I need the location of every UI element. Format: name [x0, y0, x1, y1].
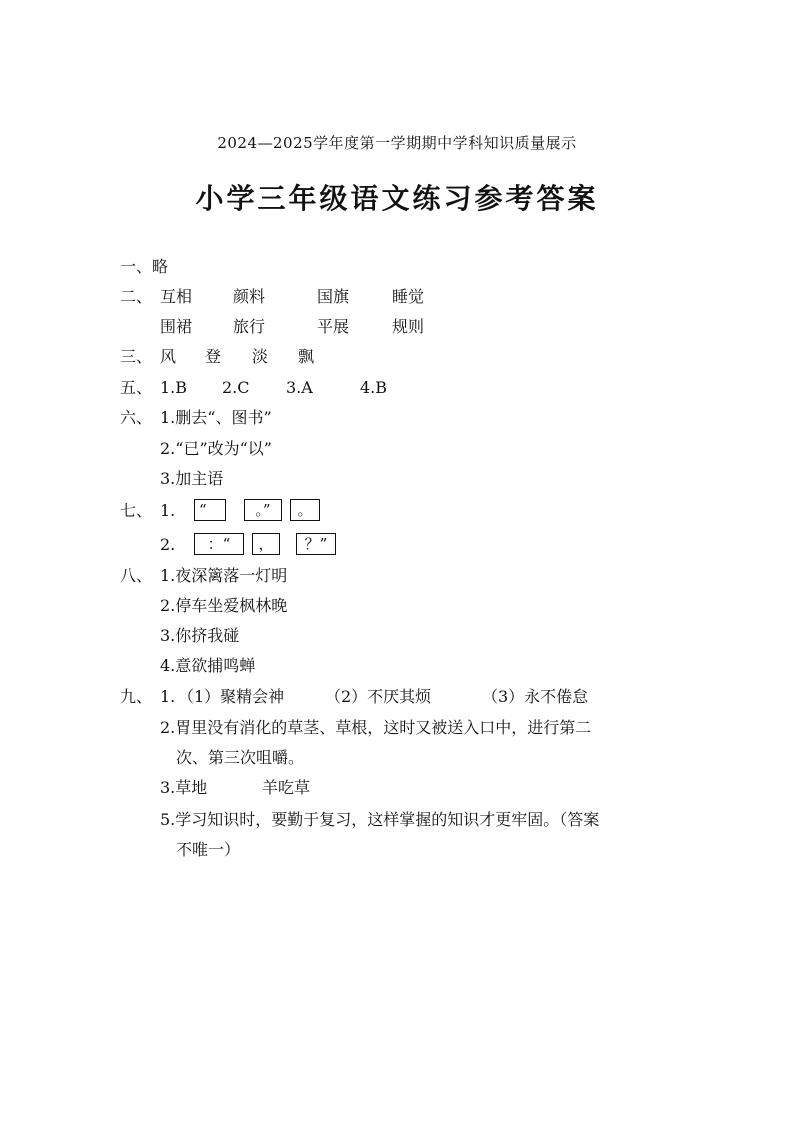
answer-item: 4.意欲捕鸣蝉	[160, 656, 256, 675]
answer-word: 互相	[160, 287, 193, 306]
answer-word: 平展	[317, 317, 350, 336]
answer-item: 2.停车坐爱枫林晚	[160, 596, 288, 615]
answer-item: 2.“已”改为“以”	[160, 439, 272, 458]
answer-word: 规则	[392, 317, 425, 336]
question-label: 九、	[120, 687, 153, 706]
answer-char: 淡	[252, 347, 269, 366]
answer-text: 略	[152, 257, 169, 276]
answer-char: 飘	[298, 347, 315, 366]
answer-choice: 3.A	[286, 378, 313, 397]
punctuation-box: 。	[290, 499, 320, 521]
answer-item: 1.夜深篱落一灯明	[160, 566, 288, 585]
answer-char: 登	[205, 347, 222, 366]
answer-paragraph-line: 5.学习知识时，要勤于复习，这样掌握的知识才更牢固。（答案	[160, 810, 600, 829]
item-number: 2.	[160, 535, 176, 554]
answer-item: 3.你挤我碰	[160, 626, 240, 645]
answer-word: 睡觉	[392, 287, 425, 306]
punctuation-box: ，	[252, 533, 280, 555]
punctuation-box: ？”	[296, 533, 336, 555]
question-label: 八、	[120, 566, 153, 585]
question-label: 六、	[120, 408, 153, 427]
answer-idiom: （2）不厌其烦	[325, 687, 432, 706]
answer-idiom: （3）永不倦怠	[482, 687, 589, 706]
punctuation-box: 。”	[244, 499, 282, 521]
answer-paragraph-line: 2.胃里没有消化的草茎、草根，这时又被送入口中，进行第二	[160, 718, 592, 737]
answer-item: 3.加主语	[160, 469, 224, 488]
answer-paragraph-line: 不唯一）	[176, 840, 241, 859]
question-label: 二、	[120, 287, 153, 306]
answer-item: 1.删去“、图书”	[160, 408, 272, 427]
item-number: 1.	[160, 501, 176, 520]
answer-q2-row1	[120, 287, 152, 307]
answer-char: 风	[160, 347, 177, 366]
answer-word: 围裙	[160, 317, 193, 336]
answer-choice: 1.B	[160, 378, 188, 397]
answer-idiom: （1）聚精会神	[178, 687, 285, 706]
answer-q1	[120, 257, 168, 277]
page-title: 小学三年级语文练习参考答案	[195, 182, 599, 215]
question-label: 五、	[120, 378, 153, 397]
answer-word: 旅行	[233, 317, 266, 336]
item-number: 1.	[160, 687, 176, 706]
exam-subtitle: 2024—2025学年度第一学期期中学科知识质量展示	[217, 134, 577, 152]
punctuation-box-row-1	[194, 499, 328, 521]
punctuation-box: ：“	[194, 533, 244, 555]
answer-item: 3.草地	[160, 778, 208, 797]
question-label: 三、	[120, 347, 153, 366]
answer-word: 颜料	[233, 287, 266, 306]
answer-paragraph-line: 次、第三次咀嚼。	[176, 748, 305, 767]
question-label: 七、	[120, 501, 153, 520]
question-label: 一、	[120, 257, 153, 276]
answer-choice: 2.C	[222, 378, 250, 397]
answer-word: 国旗	[317, 287, 350, 306]
answer-item: 羊吃草	[262, 778, 311, 797]
answer-choice: 4.B	[360, 378, 388, 397]
punctuation-box-row-2	[194, 533, 344, 555]
punctuation-box: “	[194, 499, 226, 521]
